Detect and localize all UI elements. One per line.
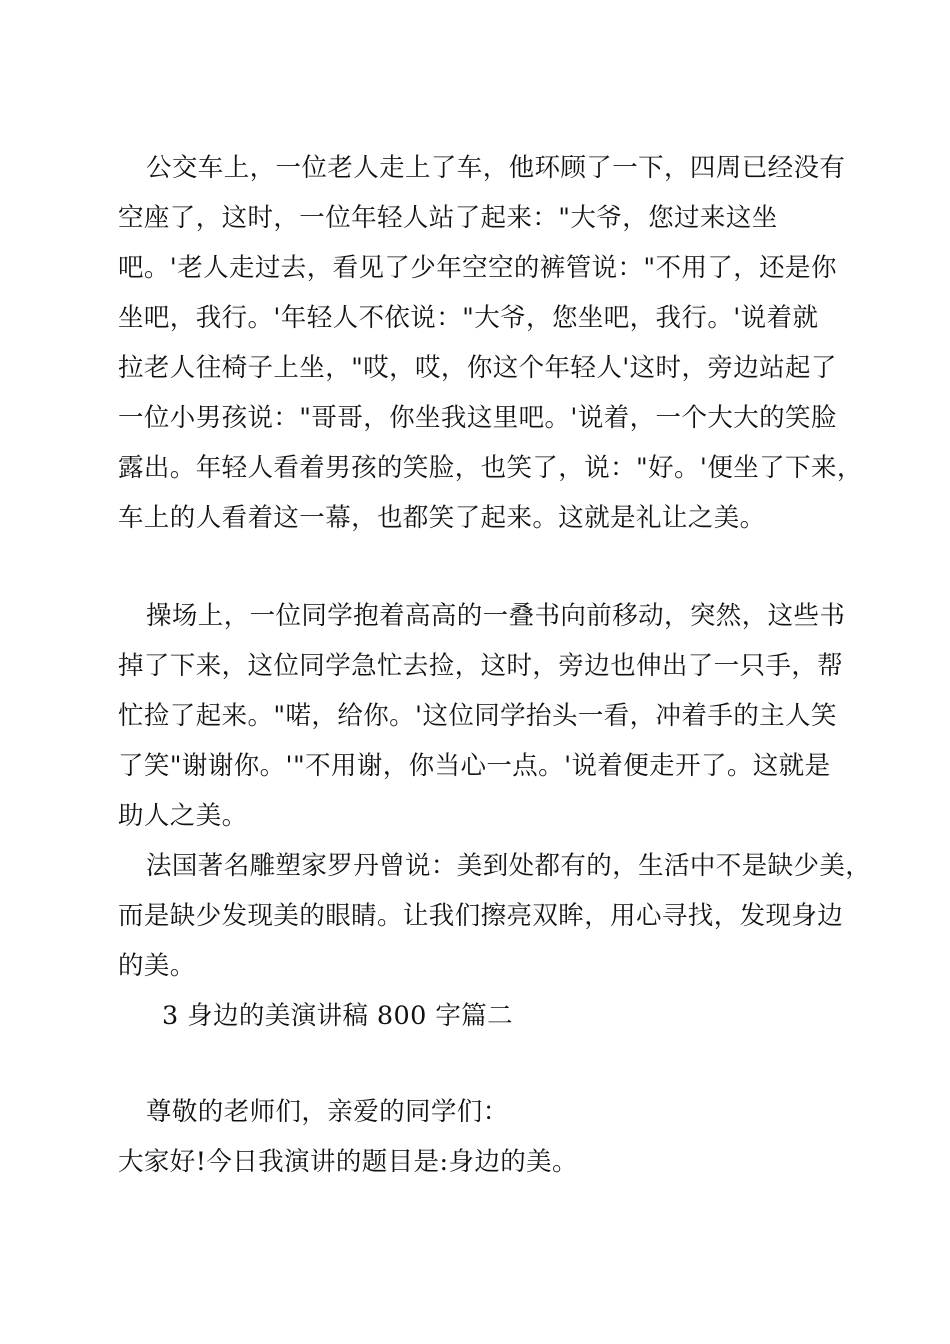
paragraph-1-line-1: 公交车上，一位老人走上了车，他环顾了一下，四周已经没有	[146, 153, 846, 183]
paragraph-2-line-3: 忙捡了起来。"喏，给你。'这位同学抬头一看，冲着手的主人笑	[118, 701, 837, 731]
paragraph-3-line-3: 的美。	[118, 951, 196, 981]
paragraph-1-line-5: 拉老人往椅子上坐，"哎，哎，你这个年轻人'这时，旁边站起了	[118, 353, 837, 383]
opening-line: 大家好!今日我演讲的题目是:身边的美。	[118, 1147, 578, 1177]
paragraph-2-line-4: 了笑"谢谢你。'"不用谢，你当心一点。'说着便走开了。这就是	[118, 751, 831, 781]
paragraph-2-line-2: 掉了下来，这位同学急忙去捡，这时，旁边也伸出了一只手，帮	[118, 651, 844, 681]
paragraph-1-line-8: 车上的人看着这一幕，也都笑了起来。这就是礼让之美。	[118, 503, 766, 533]
paragraph-2-line-1: 操场上，一位同学抱着高高的一叠书向前移动，突然，这些书	[146, 601, 846, 631]
paragraph-1-line-3: 吧。'老人走过去，看见了少年空空的裤管说："不用了，还是你	[118, 253, 837, 283]
paragraph-3-line-2: 而是缺少发现美的眼睛。让我们擦亮双眸，用心寻找，发现身边	[118, 901, 844, 931]
paragraph-1-line-6: 一位小男孩说："哥哥，你坐我这里吧。'说着，一个大大的笑脸	[118, 403, 837, 433]
paragraph-3-line-1: 法国著名雕塑家罗丹曾说：美到处都有的，生活中不是缺少美，	[146, 851, 872, 881]
paragraph-1-line-4: 坐吧，我行。'年轻人不依说："大爷，您坐吧，我行。'说着就	[118, 303, 819, 333]
salutation: 尊敬的老师们，亲爱的同学们：	[146, 1097, 509, 1127]
section-heading: 3 身边的美演讲稿 800 字篇二	[162, 1001, 514, 1031]
paragraph-1-line-2: 空座了，这时，一位年轻人站了起来："大爷，您过来这坐	[118, 203, 778, 233]
paragraph-1-line-7: 露出。年轻人看着男孩的笑脸，也笑了，说："好。'便坐了下来，	[118, 453, 863, 483]
paragraph-2-line-5: 助人之美。	[118, 801, 248, 831]
